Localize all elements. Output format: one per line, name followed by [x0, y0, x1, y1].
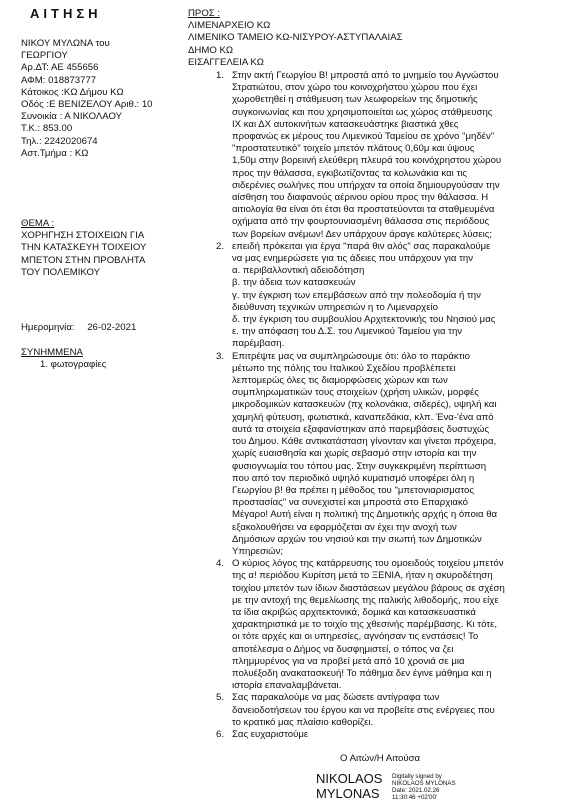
paragraph-line: πλημμυρένος για να προβεί μετά από 10 χρονιά σε μια	[232, 655, 465, 667]
paragraph-line: συγκοινωνίας και που χρησιμοποιείται ως χώρος στάθμευσης	[232, 106, 493, 118]
paragraph-item	[216, 692, 552, 729]
closing-text: Ο Αιτών/Η Αιτούσα	[340, 753, 421, 764]
paragraph-line: τα ίδια ακριβώς αρχιτεκτονικά, δομικά και κατασκευαστικά	[232, 606, 476, 618]
paragraph-line: αποτέλεσμα ο Δήμος να δυσφημιστεί, ο τόπος να ζει	[232, 643, 454, 655]
paragraph-line: να μας ενημερώσετε για τις άδειες που υπάρχουν για την	[232, 253, 474, 265]
attachment-item: 1. φωτογραφίες	[40, 359, 107, 371]
subject-line: ΧΟΡΗΓΗΣΗ ΣΤΟΙΧΕΙΩΝ ΓΙΑ	[21, 230, 145, 242]
paragraph-line: παρέμβαση.	[232, 338, 285, 350]
paragraph-number: 4.	[216, 558, 225, 570]
paragraph-line: αυτά τα στοιχεία εξαφανίστηκαν από παρεμβάσεις δυστυχώς	[232, 423, 490, 435]
paragraph-line: προστασίας" να συνεχιστεί και μπροστά στο Επαρχιακό	[232, 497, 468, 509]
paragraph-line: οι τότε αρχές και οι υπηρεσίες, αγνόησαν τις ενστάσεις! Το	[232, 631, 479, 643]
paragraph-line: του Δημου. Κάθε αντικατάσταση γίνονταν και γίνεται πρόχειρα,	[232, 436, 497, 448]
recipient-line: ΕΙΣΑΓΓΕΛΕΙΑ ΚΩ	[188, 56, 264, 68]
recipient-line: ΛΙΜΕΝΙΚΟ ΤΑΜΕΙΟ ΚΩ-ΝΙΣΥΡΟΥ-ΑΣΤΥΠΑΛΑΙΑΣ	[188, 32, 403, 44]
paragraph-line: λεπτομερώς όλες τις διαμορφώσεις χώρων και των	[232, 375, 448, 387]
paragraph-line: δ. την έγκριση του συμβουλίου Αρχιτεκτονικής του Νησιού μας	[232, 314, 496, 326]
paragraph-item	[216, 728, 552, 741]
subject-block	[21, 218, 161, 279]
paragraph-line: χωρίς ευαισθησία και χωρίς σεβασμό στην ιστορία και την	[232, 448, 477, 460]
date-value: 26-02-2021	[87, 322, 137, 333]
paragraph-line: σιδερένιες σωλήνες που υπήρχαν τα οποία δημιουργούσαν την	[232, 179, 500, 191]
subject-line: ΤΗΝ ΚΑΤΑΣΚΕΥΗ ΤΟΙΧΕΙΟΥ	[21, 242, 147, 254]
subject-line: ΤΟΥ ΠΟΛΕΜΙΚΟΥ	[21, 266, 101, 278]
sender-line: ΓΕΩΡΓΙΟΥ	[21, 50, 68, 62]
paragraph-line: Μέγαρο! Αυτή είναι η πολιτική της Δημοτικής αρχής η όποια θα	[232, 509, 498, 521]
paragraph-line: αίσθηση του διαφανούς αέρινου ορίου προς την θάλασσα. Η	[232, 192, 489, 204]
paragraph-line: ε. την απόφαση του Δ.Σ. του Λιμενικού Ταμείου για την	[232, 326, 463, 338]
signature-info-line: Date: 2021.02.26	[392, 787, 440, 794]
paragraph-line: χωροθετηθεί η στάθμευση των λεωφορείων της δημοτικής	[232, 94, 478, 106]
subject-label: ΘΕΜΑ :	[21, 218, 55, 229]
paragraph-number: 5.	[216, 692, 225, 704]
paragraph-line: εξακολουθήσει να εφαρμόζεται αν έχει την ανοχή των	[232, 521, 457, 533]
sender-block	[21, 38, 161, 160]
paragraph-line: α. περιβαλλοντική αδειοδότηση	[232, 265, 365, 277]
attachments-label: ΣΥΝΗΜΜΕΝΑ	[21, 347, 83, 358]
paragraph-line: "προστατευτικό" τοιχείο μπετόν πλάτους 0,60μ και ύψους	[232, 143, 475, 155]
signature-info	[392, 773, 456, 801]
paragraph-line: επειδή πρόκειται για έργα "παρά θιν αλός" σας παρακαλούμε	[232, 240, 491, 252]
paragraph-line: που από τον περιοδικό υψηλό κυματισμό υποφέρει όλη η	[232, 472, 475, 484]
paragraph-line: με την αντοχή της θεμελίωσης της ιταλικής λιθοδομής, που είχε	[232, 594, 499, 606]
signature-name-line: MYLONAS	[316, 786, 380, 801]
paragraph-number: 2.	[216, 240, 225, 252]
paragraph-line: οχήματα από την φουρτουνιασμένη θάλασσα στις περιόδους	[232, 216, 490, 228]
paragraph-item	[216, 240, 552, 351]
page-title: ΑΙΤΗΣΗ	[30, 6, 102, 21]
recipients-block	[188, 8, 403, 69]
sender-line: Αστ.Τμήμα : ΚΩ	[21, 147, 89, 159]
subject-line: ΜΠΕΤΟΝ ΣΤΗΝ ΠΡΟΒΛΗΤΑ	[21, 254, 146, 266]
sender-line: Οδός :Ε ΒΕΝΙΖΕΛΟΥ Αριθ.: 10	[21, 99, 153, 111]
paragraph-item	[216, 350, 552, 558]
paragraph-line: Ο κύριος λόγος της κατάρρευσης του ομοειδούς τοιχείου μπετόν	[232, 558, 504, 570]
signature-info-line: 11:30:46 +02'00'	[392, 794, 438, 801]
numbered-paragraphs	[216, 70, 552, 741]
sender-line: Συνοικία : Α ΝΙΚΟΛΑΟΥ	[21, 111, 123, 123]
paragraph-line: χαρακτηριστικά με το τοιχίο της χθεσινής παρέμβασης. Κι τότε,	[232, 619, 498, 631]
paragraph-line: 1,50μ στην βορειινή ελεύθερη πλευρά του κοινόχρηστου χώρου	[232, 155, 502, 167]
recipients-label: ΠΡΟΣ :	[188, 8, 221, 19]
recipient-line: ΔΗΜΟ ΚΩ	[188, 44, 234, 56]
sender-line: ΑΦΜ: 018873777	[21, 74, 97, 86]
sender-line: Κάτοικος :ΚΩ Δήμου ΚΩ	[21, 86, 124, 98]
attachments-block	[21, 347, 161, 371]
request-body	[216, 70, 552, 741]
paragraph-line: μικροδομικών κατασκευών (πχ κολονάκια, σιδερές), υψηλή και	[232, 399, 497, 411]
paragraph-item	[216, 558, 552, 692]
paragraph-number: 3.	[216, 350, 225, 362]
paragraph-line: β. την άδεια των κατασκευών	[232, 277, 356, 289]
paragraph-line: Επιτρέψτε μας να συμπληρώσουμε ότι: όλο το παράκτιο	[232, 350, 470, 362]
paragraph-line: Σας παρακαλούμε να μας δώσετε αντίγραφα των	[232, 692, 440, 704]
paragraph-line: διεύθυνση τεχνικών υπηρεσιών η το Λιμεναρχείο	[232, 301, 438, 313]
signature-name-line: NIKOLAOS	[316, 771, 383, 786]
paragraph-item	[216, 70, 552, 241]
paragraph-line: προφανώς εκ μέρους του Λιμενικού Ταμείου σε χρόνο "μηδέν"	[232, 131, 495, 143]
paragraph-line: των βορείων ανέμων! Δεν υπάρχουν άραγε καλύτερες λύσεις;	[232, 228, 493, 240]
paragraph-line: μέτωπο της πόλης του Ιταλικού Σχεδίου προβλέπετει	[232, 362, 456, 374]
paragraph-line: τοιχίου μπετόν των ίδιων διαστάσεων μεγάλου βάρους σε σχέση	[232, 582, 505, 594]
paragraph-line: της α! περιόδου Κυρίτση μετά το ΞΕΝΙΑ, ήταν η σκυροδέτηση	[232, 570, 493, 582]
paragraph-number: 6.	[216, 728, 225, 740]
paragraph-line: γ. την έγκριση των επεμβάσεων από την πολεοδομία ή την	[232, 289, 481, 301]
paragraph-line: Δημόσιων αρχών του νησιού και την σιωπή των Δημοτικών	[232, 533, 482, 545]
signature-name	[316, 771, 382, 801]
paragraph-line: φυσιογνωμία του τόπου μας. Στην συγκεκριμένη περίπτωση	[232, 460, 487, 472]
signature-info-line: Digitally signed by	[392, 773, 442, 780]
paragraph-line: IX και ΔΧ αυτοκινήτων κατασκευάστηκε βιαστικά χθες	[232, 118, 459, 130]
paragraph-line: Στην ακτή Γεωργίου Β! μπροστά από το μνημείο του Αγνώστου	[232, 70, 499, 81]
paragraph-line: το κρατικό μας πλαίσιο καθορίζει.	[232, 716, 374, 728]
paragraph-line: συμπληρωματικών τους στοιχείων (χρήση υλικών, μορφές	[232, 387, 479, 399]
paragraph-line: προς την θάλασσα, εγκιβωτίζοντας τα κολωνάκια και τις	[232, 167, 467, 179]
paragraph-number: 1.	[216, 70, 225, 81]
paragraph-line: αιτιολογία θα είναι ότι έτσι θα προστατεύονται τα σταθμευμένα	[232, 204, 495, 216]
paragraph-line: Υπηρεσιών;	[232, 545, 284, 557]
date-row	[21, 322, 181, 334]
sender-line: Τ.Κ.: 853.00	[21, 123, 73, 135]
paragraph-line: πολυέξοδη ανακατασκευή! Το πάθημα δεν έγινε μάθημα και η	[232, 667, 492, 679]
paragraph-line: δανειοδοτήσεων του έργου και να προβείτε στις ενέργειες που	[232, 704, 495, 716]
sender-line: Τηλ.: 2242020674	[21, 135, 98, 147]
signature-info-line: NIKOLAOS MYLONAS	[392, 780, 456, 787]
paragraph-line: Σας ευχαριστούμε	[232, 728, 309, 740]
date-label: Ημερομηνία:	[21, 322, 75, 333]
sender-line: ΝΙΚΟΥ ΜΥΛΩΝΑ του	[21, 38, 110, 49]
paragraph-line: ιστορία επαναλαμβάνεται.	[232, 680, 342, 692]
paragraph-line: Γεωργίου β! θα πρέπει η μέθοδος του "μπετονιαρισματος	[232, 484, 474, 496]
recipient-line: ΛΙΜΕΝΑΡΧΕΙΟ ΚΩ	[188, 20, 271, 32]
paragraph-line: Στρατιώτου, στον χώρο του κοινοχρήστου χώρου που έχει	[232, 82, 478, 94]
sender-line: Αρ.ΔΤ: ΑΕ 455656	[21, 62, 99, 74]
paragraph-line: χαμηλή φύτευση, φωτιστικά, καναπεδάκια, κλπ. Ένα-'ένα από	[232, 411, 494, 423]
digital-signature	[316, 771, 576, 803]
